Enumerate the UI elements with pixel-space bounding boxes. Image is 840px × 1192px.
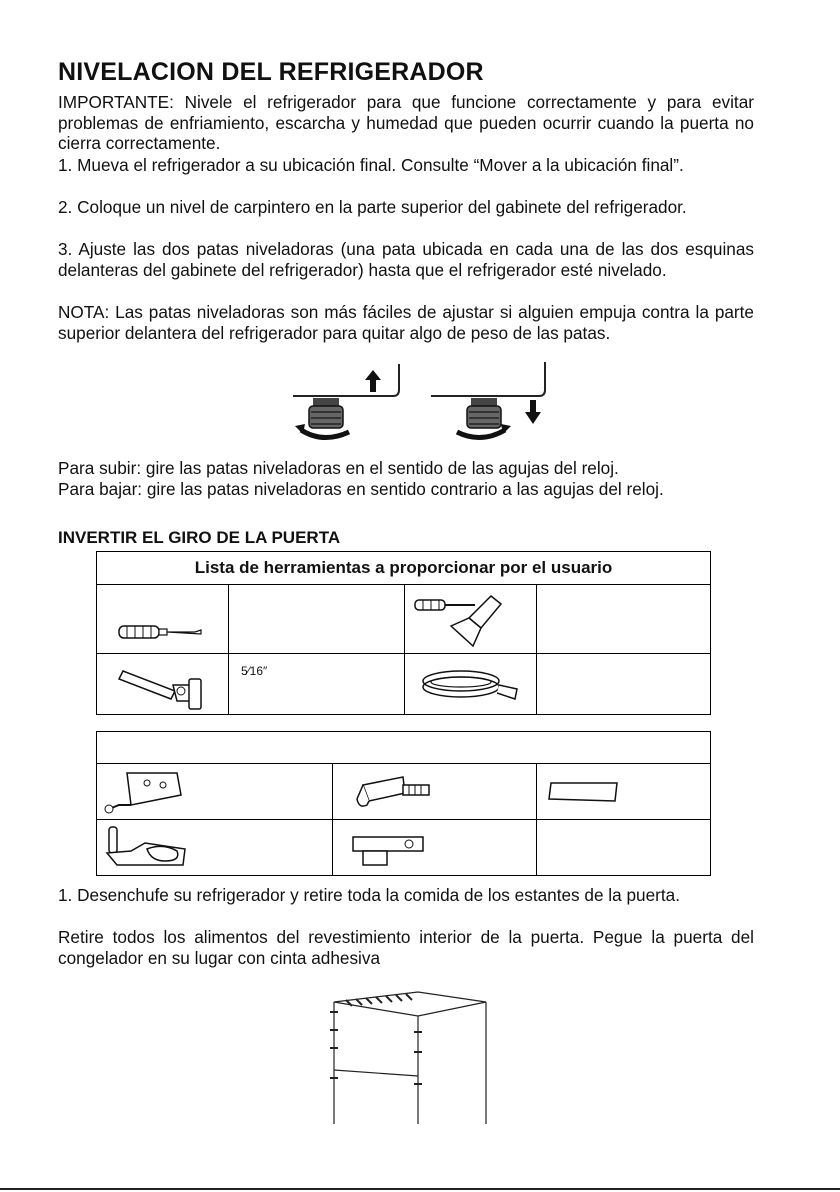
- putty-knife-icon: [405, 586, 535, 652]
- bottom-hinge-icon: [97, 821, 207, 875]
- hardware-table: [96, 731, 711, 876]
- tool-cell: [97, 585, 229, 654]
- tool-cell: [405, 654, 537, 715]
- fridge-taped-door-icon: [326, 972, 492, 1124]
- note-paragraph: NOTA: Las patas niveladoras son más fáciles de ajustar si alguien empuja contra la parte superior delantera del refrigerador para quitar algo de peso de las patas.: [58, 302, 754, 343]
- leveling-leg-lower-icon: [425, 360, 555, 450]
- section-heading: INVERTIR EL GIRO DE LA PUERTA: [58, 528, 341, 547]
- socket-wrench-icon: [97, 655, 227, 713]
- hardware-table-header: [97, 732, 711, 764]
- phillips-screwdriver-icon: [97, 586, 227, 652]
- tools-table: [96, 551, 711, 715]
- hinge-pin-plate-icon: [333, 821, 443, 875]
- leveling-leg-raise-icon: [285, 360, 415, 450]
- raise-instruction: Para subir: gire las patas niveladoras en el sentido de las agujas del reloj.: [58, 458, 619, 478]
- important-paragraph: IMPORTANTE: Nivele el refrigerador para que funcione correctamente y para evitar problemas de enfriamiento, escarcha y humedad que pueden ocurrir cuando la puerta no cierra correctamente.: [58, 92, 754, 153]
- socket-size-label: 5⁄16″: [241, 664, 268, 678]
- hinge-bracket-icon: [97, 765, 207, 819]
- tool-cell: [405, 585, 537, 654]
- tool-cell: [97, 654, 229, 715]
- page-title: NIVELACION DEL REFRIGERADOR: [58, 58, 484, 86]
- step-3-paragraph: 3. Ajuste las dos patas niveladoras (una pata ubicada en cada una de las dos esquinas delanteras del gabinete del refrigerador) hasta que el refrigerador esté nivelado.: [58, 239, 754, 280]
- tools-table-header: Lista de herramientas a proporcionar por el usuario: [97, 552, 711, 585]
- footer-rule: [0, 1188, 840, 1190]
- masking-tape-icon: [405, 655, 535, 713]
- lower-instruction: Para bajar: gire las patas niveladoras en sentido contrario a las agujas del reloj.: [58, 479, 664, 499]
- cover-plate-icon: [537, 765, 627, 819]
- tape-door-paragraph: Retire todos los alimentos del revestimiento interior de la puerta. Pegue la puerta del congelador en su lugar con cinta adhesiva: [58, 927, 754, 968]
- unplug-step: 1. Desenchufe su refrigerador y retire toda la comida de los estantes de la puerta.: [58, 885, 680, 905]
- step-2-paragraph: 2. Coloque un nivel de carpintero en la parte superior del gabinete del refrigerador.: [58, 197, 687, 217]
- step-1-paragraph: 1. Mueva el refrigerador a su ubicación final. Consulte “Mover a la ubicación final”.: [58, 155, 684, 175]
- hinge-plate-icon: [333, 765, 443, 819]
